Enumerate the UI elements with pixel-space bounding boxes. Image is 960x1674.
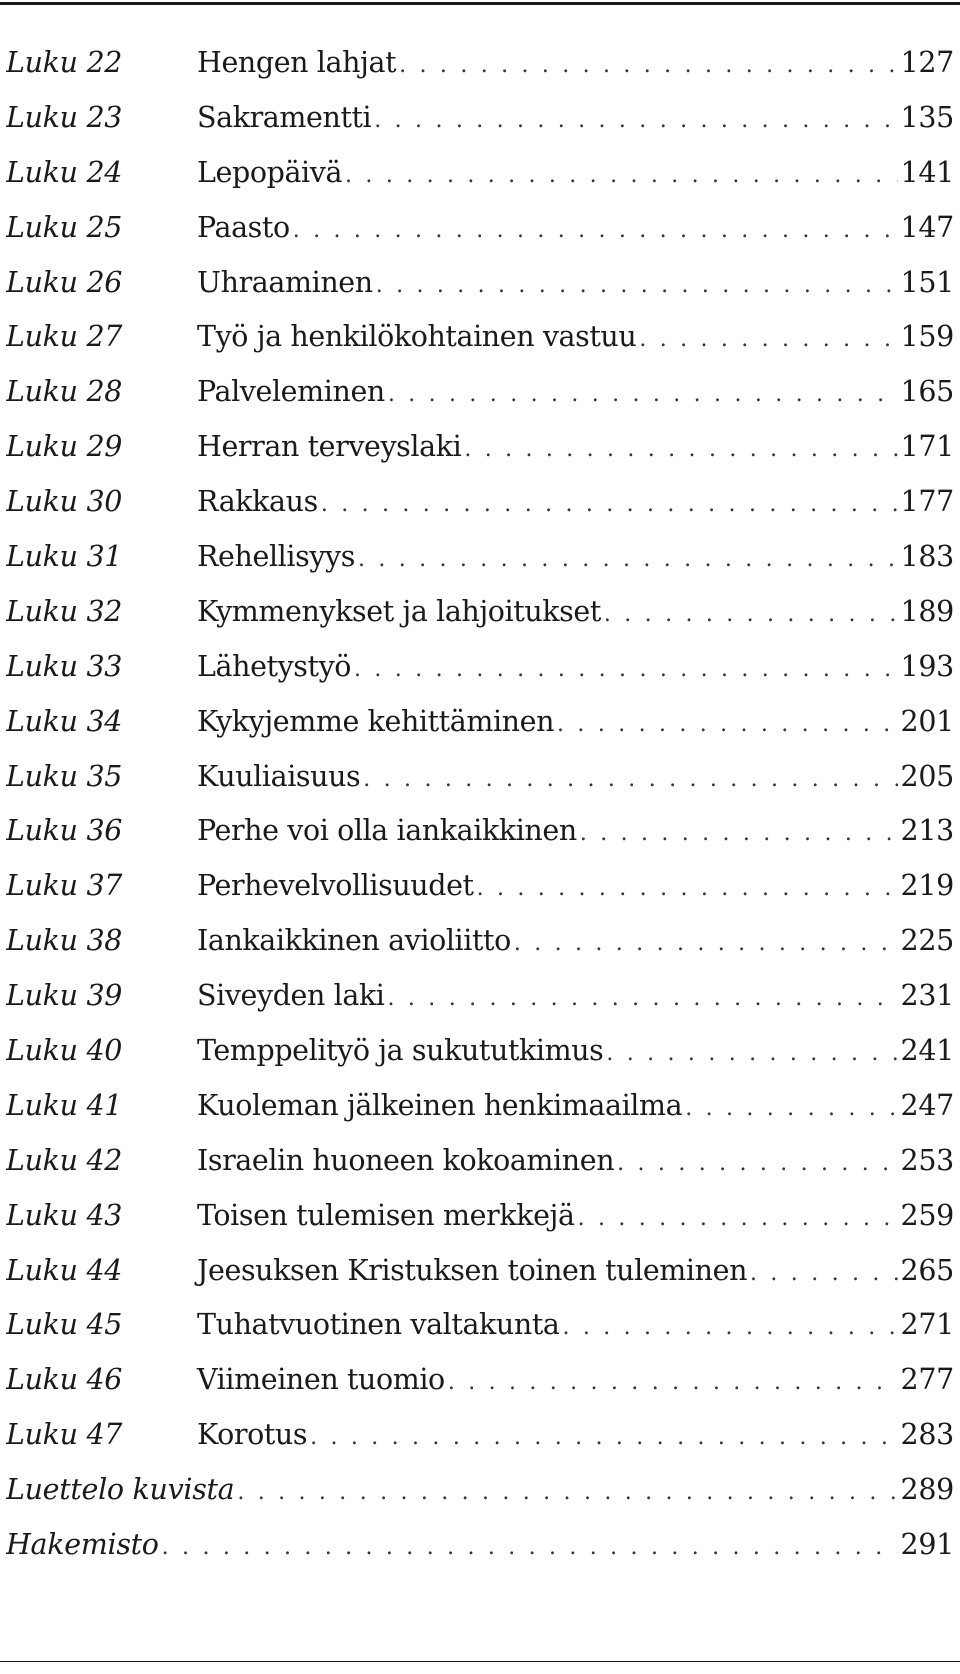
chapter-label: Luku 23 <box>6 100 123 134</box>
chapter-title: Lähetystyö <box>197 649 352 683</box>
toc-entry <box>6 1189 954 1244</box>
page-number: 277 <box>900 1363 954 1397</box>
chapter-title: Herran terveyslaki <box>197 430 462 464</box>
page-number: 193 <box>900 649 954 683</box>
chapter-title: Rehellisyys <box>197 540 355 574</box>
toc-entry <box>6 91 954 146</box>
dot-leader <box>399 39 897 91</box>
toc-entry <box>6 1079 954 1134</box>
chapter-label: Luku 35 <box>6 759 123 793</box>
dot-leader <box>310 1411 897 1463</box>
chapter-label: Luku 32 <box>6 594 123 628</box>
chapter-title: Temppelityö ja sukututkimus <box>197 1034 604 1068</box>
chapter-title: Uhraaminen <box>197 265 373 299</box>
page-number: 135 <box>900 100 954 134</box>
page-number: 189 <box>900 594 954 628</box>
chapter-label: Luku 42 <box>6 1143 123 1177</box>
page-number: 291 <box>900 1528 954 1562</box>
chapter-title: Toisen tulemisen merkkejä <box>197 1198 575 1232</box>
toc-entry <box>6 859 954 914</box>
table-of-contents <box>6 36 954 1573</box>
page-number: 253 <box>900 1143 954 1177</box>
toc-entry <box>6 750 954 805</box>
dot-leader <box>374 94 897 146</box>
chapter-title: Siveyden laki <box>197 979 385 1013</box>
page-number: 219 <box>900 869 954 903</box>
chapter-label: Luku 28 <box>6 375 123 409</box>
page-number: 213 <box>900 814 954 848</box>
page-number: 151 <box>900 265 954 299</box>
chapter-label: Luku 34 <box>6 704 123 738</box>
toc-entry <box>6 1408 954 1463</box>
dot-leader <box>354 643 897 695</box>
chapter-label: Luku 30 <box>6 485 123 519</box>
chapter-label: Luku 46 <box>6 1363 123 1397</box>
dot-leader <box>477 862 898 914</box>
dot-leader <box>750 1247 897 1299</box>
dot-leader <box>604 588 898 640</box>
toc-entry <box>6 695 954 750</box>
dot-leader <box>358 533 898 585</box>
dot-leader <box>237 1466 897 1518</box>
page-number: 241 <box>900 1034 954 1068</box>
chapter-title: Jeesuksen Kristuksen toinen tuleminen <box>197 1253 748 1287</box>
page-number: 165 <box>900 375 954 409</box>
toc-entry <box>6 146 954 201</box>
dot-leader <box>557 698 897 750</box>
chapter-label: Luku 36 <box>6 814 123 848</box>
appendix-title: Luettelo kuvista <box>6 1473 235 1507</box>
bottom-rule <box>0 1661 960 1662</box>
chapter-label: Luku 24 <box>6 155 123 189</box>
page-number: 201 <box>900 704 954 738</box>
chapter-label: Luku 43 <box>6 1198 123 1232</box>
chapter-label: Luku 27 <box>6 320 123 354</box>
dot-leader <box>376 259 898 311</box>
chapter-title: Perhe voi olla iankaikkinen <box>197 814 577 848</box>
toc-entry <box>6 475 954 530</box>
chapter-label: Luku 39 <box>6 979 123 1013</box>
toc-entry <box>6 1024 954 1079</box>
toc-entry <box>6 804 954 859</box>
chapter-label: Luku 45 <box>6 1308 123 1342</box>
chapter-title: Paasto <box>197 210 290 244</box>
toc-entry-appendix <box>6 1518 954 1573</box>
dot-leader <box>685 1082 897 1134</box>
chapter-label: Luku 41 <box>6 1088 123 1122</box>
page-number: 177 <box>900 485 954 519</box>
dot-leader <box>345 149 897 201</box>
chapter-label: Luku 26 <box>6 265 123 299</box>
chapter-label: Luku 38 <box>6 924 123 958</box>
chapter-title: Israelin huoneen kokoaminen <box>197 1143 615 1177</box>
toc-entry <box>6 530 954 585</box>
toc-entry <box>6 969 954 1024</box>
dot-leader <box>363 753 897 805</box>
chapter-label: Luku 31 <box>6 540 123 574</box>
toc-entry <box>6 256 954 311</box>
dot-leader <box>321 478 898 530</box>
chapter-title: Viimeinen tuomio <box>197 1363 445 1397</box>
toc-entry-appendix <box>6 1463 954 1518</box>
chapter-title: Rakkaus <box>197 485 318 519</box>
page-number: 265 <box>900 1253 954 1287</box>
toc-entry <box>6 914 954 969</box>
dot-leader <box>464 423 897 475</box>
chapter-title: Kuuliaisuus <box>197 759 361 793</box>
chapter-title: Perhevelvollisuudet <box>197 869 474 903</box>
chapter-title: Iankaikkinen avioliitto <box>197 924 511 958</box>
dot-leader <box>293 204 898 256</box>
toc-entry <box>6 365 954 420</box>
page-number: 171 <box>900 430 954 464</box>
chapter-label: Luku 37 <box>6 869 123 903</box>
chapter-label: Luku 33 <box>6 649 123 683</box>
chapter-title: Työ ja henkilökohtainen vastuu <box>197 320 637 354</box>
chapter-title: Tuhatvuotinen valtakunta <box>197 1308 560 1342</box>
dot-leader <box>639 313 897 365</box>
chapter-title: Kuoleman jälkeinen henkimaailma <box>197 1088 683 1122</box>
toc-entry <box>6 1298 954 1353</box>
appendix-list <box>6 1463 954 1573</box>
appendix-title: Hakemisto <box>6 1528 159 1562</box>
dot-leader <box>606 1027 897 1079</box>
toc-entry <box>6 585 954 640</box>
chapter-title: Sakramentti <box>197 100 372 134</box>
page-number: 259 <box>900 1198 954 1232</box>
toc-entry <box>6 201 954 256</box>
toc-entry <box>6 1353 954 1408</box>
top-rule <box>0 2 960 5</box>
page-number: 147 <box>900 210 954 244</box>
toc-entry <box>6 310 954 365</box>
page-number: 205 <box>900 759 954 793</box>
toc-entry <box>6 1134 954 1189</box>
chapter-title: Hengen lahjat <box>197 46 397 79</box>
chapter-label: Luku 40 <box>6 1034 123 1068</box>
dot-leader <box>514 917 898 969</box>
dot-leader <box>580 807 898 859</box>
toc-entry <box>6 420 954 475</box>
chapter-label: Luku 47 <box>6 1418 123 1452</box>
dot-leader <box>388 368 898 420</box>
dot-leader <box>562 1301 897 1353</box>
page-number: 183 <box>900 540 954 574</box>
chapter-label: Luku 29 <box>6 430 123 464</box>
page-number: 289 <box>900 1473 954 1507</box>
chapter-title: Korotus <box>197 1418 308 1452</box>
dot-leader <box>448 1356 898 1408</box>
dot-leader <box>578 1192 898 1244</box>
chapter-title: Kykyjemme kehittäminen <box>197 704 555 738</box>
chapter-label: Luku 25 <box>6 210 123 244</box>
chapter-label: Luku 22 <box>6 46 123 79</box>
page-number: 225 <box>900 924 954 958</box>
chapter-list <box>6 36 954 1463</box>
page-number: 159 <box>900 320 954 354</box>
chapter-title: Kymmenykset ja lahjoitukset <box>197 594 601 628</box>
toc-entry <box>6 36 954 91</box>
page-number: 127 <box>900 46 954 79</box>
dot-leader <box>388 972 898 1024</box>
page-number: 271 <box>900 1308 954 1342</box>
page-number: 231 <box>900 979 954 1013</box>
chapter-title: Palveleminen <box>197 375 385 409</box>
chapter-title: Lepopäivä <box>197 155 343 189</box>
toc-entry <box>6 640 954 695</box>
chapter-label: Luku 44 <box>6 1253 123 1287</box>
page-number: 141 <box>900 155 954 189</box>
page-number: 283 <box>900 1418 954 1452</box>
toc-entry <box>6 1244 954 1299</box>
dot-leader <box>162 1521 898 1573</box>
dot-leader <box>617 1137 897 1189</box>
page-number: 247 <box>900 1088 954 1122</box>
